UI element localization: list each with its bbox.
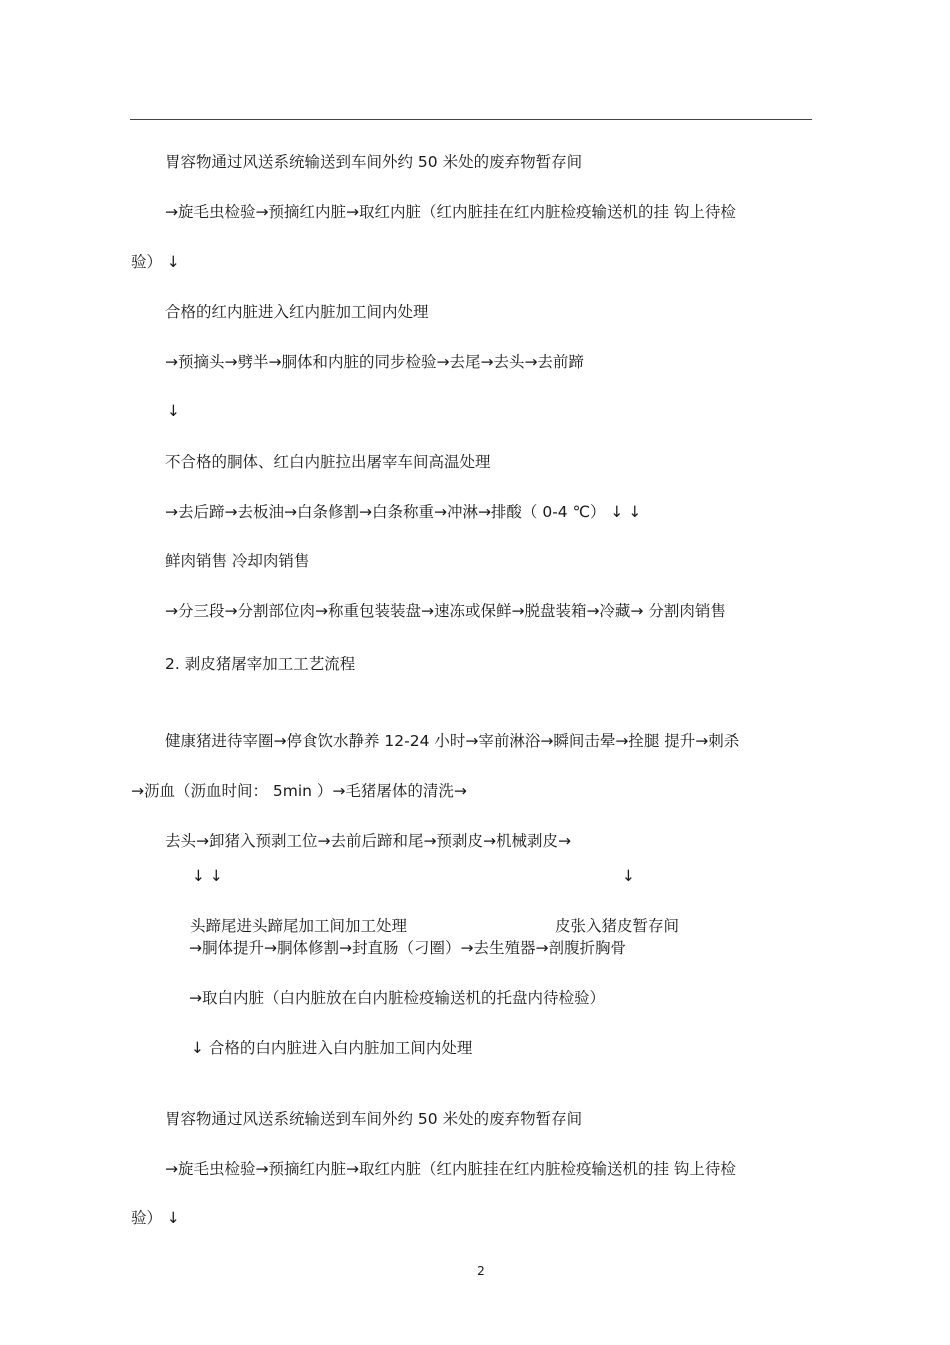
text-line: ↓: [167, 402, 180, 420]
text-line: 去头→卸猪入预剥工位→去前后蹄和尾→预剥皮→机械剥皮→: [165, 832, 571, 850]
text-line: 皮张入猪皮暂存间: [555, 917, 680, 935]
text-line: 不合格的胴体、红白内脏拉出屠宰车间高温处理: [165, 453, 491, 471]
text-line: 头蹄尾进头蹄尾加工间加工处理: [190, 917, 408, 935]
text-line: ↓: [622, 867, 635, 885]
text-line: 胃容物通过风送系统输送到车间外约 50 米处的废弃物暂存间: [165, 1110, 583, 1128]
text-line: →旋毛虫检验→预摘红内脏→取红内脏（红内脏挂在红内脏检疫输送机的挂 钩上待检: [165, 203, 736, 221]
text-line: →取白内脏（白内脏放在白内脏检疫输送机的托盘内待检验）: [189, 989, 605, 1007]
text-line: →旋毛虫检验→预摘红内脏→取红内脏（红内脏挂在红内脏检疫输送机的挂 钩上待检: [165, 1160, 736, 1178]
text-line: 合格的红内脏进入红内脏加工间内处理: [165, 303, 429, 321]
text-line: ↓ ↓: [192, 867, 223, 885]
header-rule: [130, 119, 812, 120]
text-line: 验） ↓: [131, 1209, 180, 1227]
text-line: →预摘头→劈半→胴体和内脏的同步检验→去尾→去头→去前蹄: [165, 353, 584, 371]
text-line: →沥血（沥血时间： 5min ）→毛猪屠体的清洗→: [131, 782, 467, 800]
text-line: 健康猪进待宰圈→停食饮水静养 12-24 小时→宰前淋浴→瞬间击晕→拴腿 提升→刺杀: [165, 732, 740, 750]
text-line: 鲜肉销售 冷却肉销售: [165, 552, 310, 570]
text-line: ↓ 合格的白内脏进入白内脏加工间内处理: [191, 1039, 473, 1057]
page-number: 2: [477, 1264, 485, 1278]
text-line: 验） ↓: [131, 253, 180, 271]
text-line: →去后蹄→去板油→白条修割→白条称重→冲淋→排酸（ 0-4 ℃） ↓ ↓: [165, 503, 642, 521]
text-line: 胃容物通过风送系统输送到车间外约 50 米处的废弃物暂存间: [165, 153, 583, 171]
text-line: →分三段→分割部位肉→称重包装装盘→速冻或保鲜→脱盘装箱→冷藏→ 分割肉销售: [165, 602, 726, 620]
text-line: →胴体提升→胴体修割→封直肠（刁圈）→去生殖器→剖腹折胸骨: [189, 939, 626, 957]
section-heading: 2. 剥皮猪屠宰加工工艺流程: [165, 655, 356, 673]
